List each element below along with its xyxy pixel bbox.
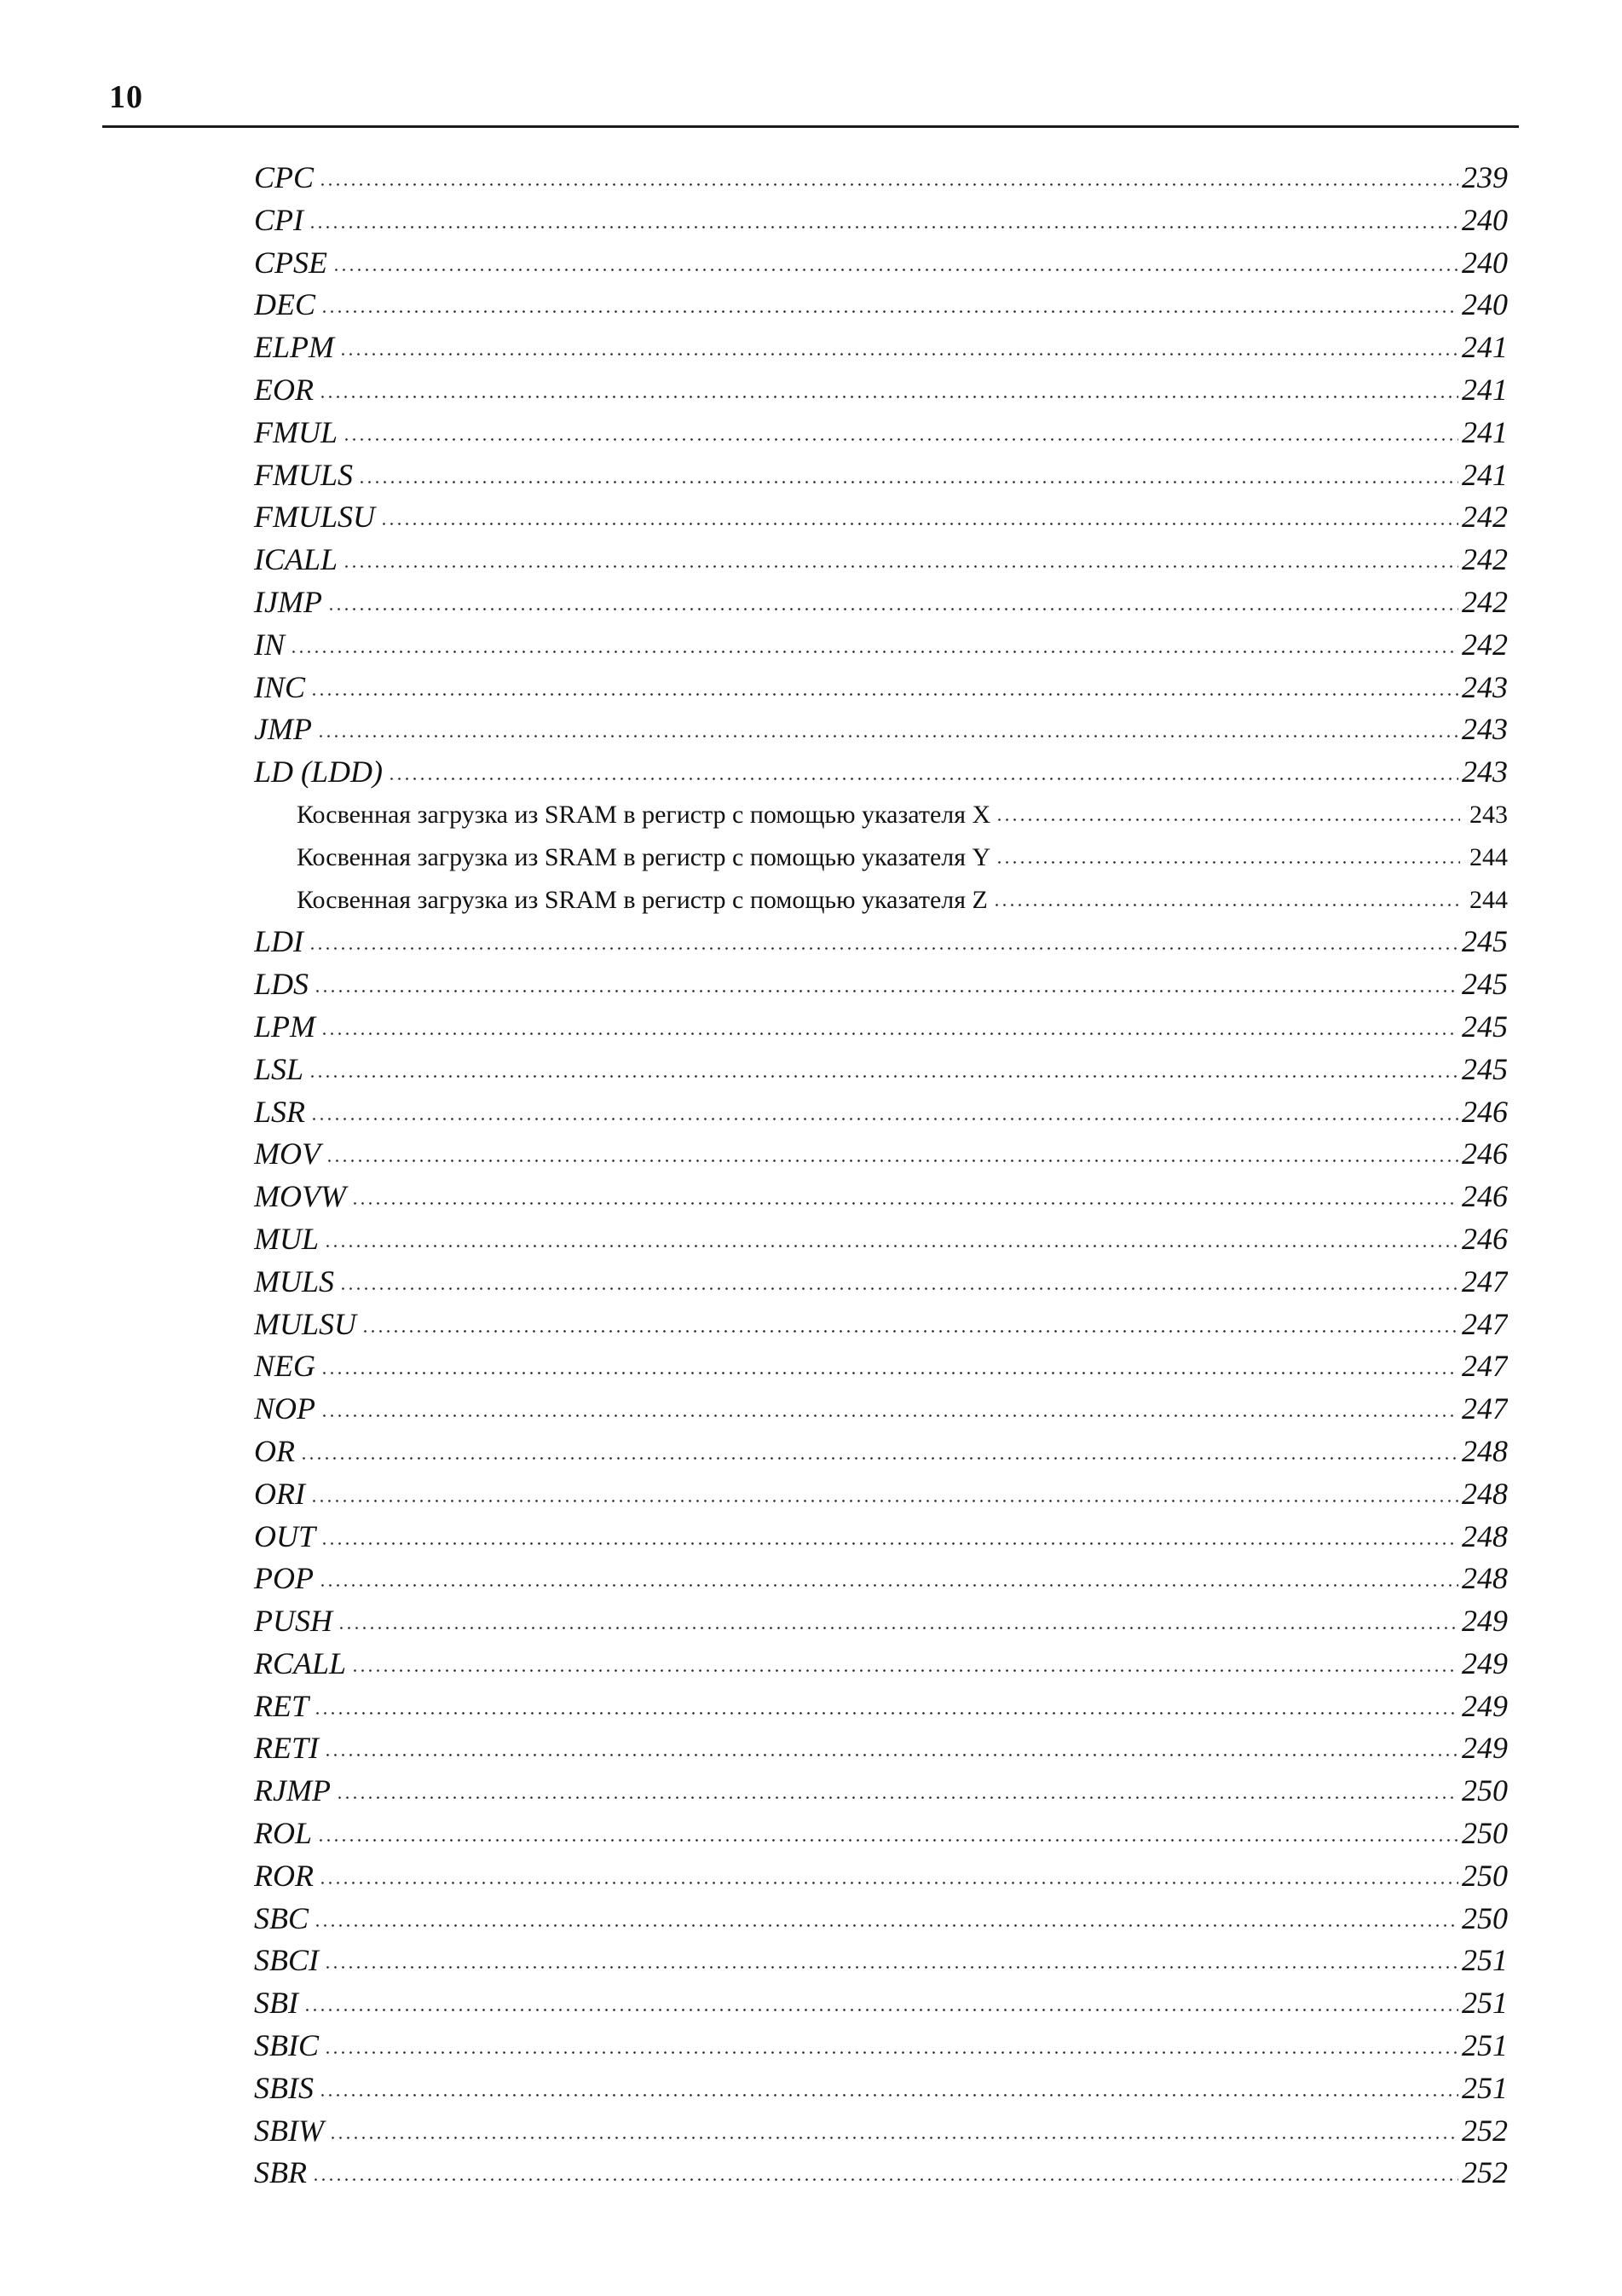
toc-entry-page: 247	[1462, 1264, 1508, 1298]
toc-entry-page: 243	[1469, 800, 1508, 829]
toc-entry-page: 250	[1462, 1900, 1508, 1935]
toc-entry-page: 250	[1462, 1816, 1508, 1851]
toc-entry-label: PUSH	[254, 1604, 332, 1639]
dot-leader	[339, 353, 1458, 356]
dot-leader	[314, 990, 1458, 992]
dot-leader	[332, 269, 1458, 271]
toc-entry[interactable]	[254, 667, 1508, 709]
toc-entry[interactable]	[254, 1940, 1508, 1982]
dot-leader	[317, 735, 1458, 737]
toc-entry-label: JMP	[254, 712, 312, 747]
toc-entry-label: Косвенная загрузка из SRAM в регистр с помощью указателя X	[297, 800, 991, 829]
dot-leader	[310, 1118, 1458, 1120]
toc-entry[interactable]	[254, 1473, 1508, 1516]
dot-leader	[303, 2009, 1458, 2011]
toc-entry-label: SBC	[254, 1900, 309, 1935]
toc-entry[interactable]	[254, 157, 1508, 200]
toc-entry[interactable]	[254, 327, 1508, 369]
toc-entry[interactable]	[254, 2152, 1508, 2195]
toc-entry-label: DEC	[254, 287, 315, 322]
dot-leader	[319, 183, 1458, 186]
toc-entry-page: 252	[1462, 2155, 1508, 2190]
toc-entry-page: 244	[1469, 885, 1508, 914]
toc-entry-label: LDI	[254, 924, 304, 959]
toc-entry-page: 241	[1462, 457, 1508, 492]
toc-entry-label: RCALL	[254, 1645, 347, 1680]
toc-entry-page: 245	[1462, 924, 1508, 959]
toc-entry-page: 249	[1462, 1688, 1508, 1723]
toc-entry-page: 248	[1462, 1518, 1508, 1553]
toc-entry[interactable]	[254, 2025, 1508, 2068]
toc-entry-page: 243	[1462, 712, 1508, 747]
toc-entry-page: 240	[1462, 287, 1508, 322]
toc-entry-label: LSL	[254, 1051, 304, 1086]
toc-entry[interactable]	[254, 1600, 1508, 1643]
dot-leader	[320, 1542, 1458, 1545]
toc-entry[interactable]	[254, 200, 1508, 242]
toc-entry-page: 242	[1462, 584, 1508, 619]
toc-entry-label: FMULSU	[254, 500, 375, 535]
toc-entry-page: 241	[1462, 372, 1508, 407]
toc-entry[interactable]	[254, 496, 1508, 539]
toc-entry-page: 249	[1462, 1604, 1508, 1639]
dot-leader	[319, 396, 1458, 398]
toc-entry-page: 251	[1462, 2070, 1508, 2105]
toc-entry-page: 244	[1469, 842, 1508, 871]
toc-entry-page: 246	[1462, 1094, 1508, 1129]
toc-entry[interactable]	[254, 1855, 1508, 1898]
toc-entry[interactable]	[254, 1982, 1508, 2025]
toc-entry[interactable]	[254, 921, 1508, 963]
toc-entry-label: ICALL	[254, 542, 338, 577]
dot-leader	[317, 1839, 1458, 1842]
dot-leader	[320, 310, 1458, 313]
dot-leader	[324, 1245, 1458, 1247]
dot-leader	[309, 947, 1458, 950]
dot-leader	[326, 1160, 1458, 1162]
toc-entry[interactable]	[254, 1388, 1508, 1431]
toc-entry[interactable]	[254, 581, 1508, 624]
toc-entry-page: 243	[1462, 669, 1508, 704]
toc-entry-label: MOVW	[254, 1179, 346, 1214]
dot-leader	[290, 651, 1458, 653]
toc-entry-label: Косвенная загрузка из SRAM в регистр с помощью указателя Z	[297, 885, 988, 914]
dot-leader	[324, 2051, 1458, 2054]
toc-entry-label: SBCI	[254, 1943, 319, 1978]
dot-leader	[336, 1796, 1458, 1799]
toc-entry[interactable]	[254, 1006, 1508, 1049]
toc-entry-label: SBIC	[254, 2028, 319, 2063]
toc-entry-label: FMUL	[254, 414, 338, 449]
dot-leader	[361, 1330, 1458, 1333]
toc-entry-page: 240	[1462, 202, 1508, 237]
toc-entry-page: 240	[1462, 245, 1508, 280]
toc-entry-label: NOP	[254, 1391, 315, 1426]
toc-entry-label: CPI	[254, 202, 303, 237]
toc-entry[interactable]	[254, 454, 1508, 497]
dot-leader	[324, 1754, 1458, 1756]
dot-leader	[351, 1669, 1458, 1672]
toc-entry[interactable]	[254, 1686, 1508, 1728]
toc-entry[interactable]	[254, 1770, 1508, 1813]
toc-entry-page: 241	[1462, 414, 1508, 449]
toc-entry-page: 251	[1462, 1986, 1508, 2021]
toc-entry-label: SBR	[254, 2155, 307, 2190]
toc-entry[interactable]	[254, 284, 1508, 327]
toc-entry[interactable]	[254, 1898, 1508, 1940]
toc-entry-page: 248	[1462, 1561, 1508, 1596]
toc-entry-page: 242	[1462, 542, 1508, 577]
toc-entry[interactable]	[254, 1218, 1508, 1261]
dot-leader	[309, 1075, 1458, 1078]
toc-entry-label: RJMP	[254, 1773, 331, 1808]
toc-entry[interactable]	[254, 242, 1508, 285]
toc-entry-page: 252	[1462, 2113, 1508, 2148]
toc-entry-page: 249	[1462, 1731, 1508, 1766]
toc-entry[interactable]	[254, 1727, 1508, 1770]
toc-entry-label: OUT	[254, 1518, 316, 1553]
dot-leader	[351, 1202, 1458, 1205]
toc-entry-page: 239	[1462, 160, 1508, 194]
dot-leader	[388, 778, 1458, 780]
dot-leader	[320, 1032, 1458, 1035]
toc-entry-label: ORI	[254, 1476, 305, 1511]
toc-subentry[interactable]	[254, 794, 1508, 836]
toc-entry-label: POP	[254, 1561, 314, 1596]
toc-entry[interactable]	[254, 1261, 1508, 1304]
toc-entry-label: Косвенная загрузка из SRAM в регистр с помощью указателя Y	[297, 842, 991, 871]
dot-leader	[380, 523, 1458, 525]
toc-entry-label: ELPM	[254, 330, 334, 365]
toc-entry-label: LSR	[254, 1094, 306, 1129]
dot-leader	[324, 1966, 1458, 1969]
dot-leader	[996, 861, 1460, 864]
dot-leader	[320, 1414, 1458, 1417]
toc-entry-page: 251	[1462, 2028, 1508, 2063]
toc-entry[interactable]	[254, 963, 1508, 1006]
page-number: 10	[109, 79, 143, 115]
toc-entry[interactable]	[254, 1176, 1508, 1218]
toc-entry-label: IJMP	[254, 584, 322, 619]
toc-entry-page: 246	[1462, 1221, 1508, 1256]
dot-leader	[312, 2178, 1458, 2181]
toc-entry-label: LDS	[254, 967, 309, 1002]
toc-entry[interactable]	[254, 369, 1508, 412]
toc-entry[interactable]	[254, 2068, 1508, 2110]
toc-entry-label: SBIS	[254, 2070, 314, 2105]
toc-entry-page: 247	[1462, 1391, 1508, 1426]
toc-entry[interactable]	[254, 1133, 1508, 1176]
toc-entry-label: MULSU	[254, 1306, 357, 1341]
toc-entry[interactable]	[254, 539, 1508, 581]
dot-leader	[314, 1924, 1458, 1927]
toc-entry[interactable]	[254, 1643, 1508, 1686]
toc-entry-page: 243	[1462, 755, 1508, 789]
toc-entry-label: LPM	[254, 1009, 315, 1044]
dot-leader	[993, 904, 1460, 906]
dot-leader	[996, 818, 1460, 821]
toc-entry-label: IN	[254, 627, 285, 662]
toc-entry[interactable]	[254, 751, 1508, 794]
toc-entry-page: 245	[1462, 1009, 1508, 1044]
toc-subentry[interactable]	[254, 836, 1508, 879]
toc-entry[interactable]	[254, 1431, 1508, 1473]
dot-leader	[319, 1882, 1458, 1884]
toc-entry[interactable]	[254, 1091, 1508, 1134]
dot-leader	[338, 1627, 1458, 1629]
toc-entry-page: 251	[1462, 1943, 1508, 1978]
toc-entry[interactable]	[254, 708, 1508, 751]
table-of-contents	[254, 157, 1508, 2195]
dot-leader	[314, 1712, 1458, 1715]
toc-entry-page: 250	[1462, 1773, 1508, 1808]
dot-leader	[320, 1372, 1458, 1374]
dot-leader	[327, 608, 1458, 610]
toc-entry-label: INC	[254, 669, 306, 704]
toc-entry-label: EOR	[254, 372, 314, 407]
toc-entry-page: 246	[1462, 1179, 1508, 1214]
toc-entry-label: CPC	[254, 160, 315, 194]
toc-entry[interactable]	[254, 1049, 1508, 1091]
toc-entry-page: 245	[1462, 1051, 1508, 1086]
toc-entry[interactable]	[254, 1304, 1508, 1346]
toc-entry-page: 248	[1462, 1433, 1508, 1468]
header-rule	[102, 125, 1519, 128]
toc-entry-page: 242	[1462, 627, 1508, 662]
toc-entry-label: RET	[254, 1688, 309, 1723]
toc-entry-label: NEG	[254, 1349, 315, 1384]
toc-entry-label: SBI	[254, 1986, 298, 2021]
toc-entry-label: RETI	[254, 1731, 319, 1766]
toc-entry[interactable]	[254, 1558, 1508, 1600]
dot-leader	[310, 693, 1458, 696]
toc-entry-label: FMULS	[254, 457, 353, 492]
dot-leader	[309, 226, 1458, 228]
toc-entry[interactable]	[254, 412, 1508, 454]
toc-entry[interactable]	[254, 624, 1508, 667]
toc-entry[interactable]	[254, 1345, 1508, 1388]
toc-entry-label: LD (LDD)	[254, 755, 384, 789]
toc-entry-page: 247	[1462, 1306, 1508, 1341]
toc-entry-page: 247	[1462, 1349, 1508, 1384]
toc-entry-page: 246	[1462, 1136, 1508, 1171]
toc-entry-label: SBIW	[254, 2113, 324, 2148]
toc-entry-label: ROR	[254, 1858, 314, 1893]
toc-entry[interactable]	[254, 1516, 1508, 1559]
dot-leader	[319, 2094, 1458, 2096]
toc-entry-page: 248	[1462, 1476, 1508, 1511]
toc-entry-label: MOV	[254, 1136, 320, 1171]
toc-entry-label: MULS	[254, 1264, 335, 1298]
dot-leader	[343, 438, 1458, 441]
dot-leader	[358, 481, 1458, 483]
dot-leader	[319, 1584, 1458, 1587]
dot-leader	[329, 2137, 1458, 2139]
dot-leader	[343, 565, 1458, 568]
toc-entry[interactable]	[254, 1813, 1508, 1855]
dot-leader	[339, 1287, 1458, 1290]
toc-entry-page: 242	[1462, 500, 1508, 535]
toc-entry-label: MUL	[254, 1221, 320, 1256]
dot-leader	[310, 1500, 1458, 1502]
dot-leader	[300, 1457, 1458, 1460]
toc-entry-page: 249	[1462, 1645, 1508, 1680]
toc-entry[interactable]	[254, 2110, 1508, 2153]
toc-entry-page: 241	[1462, 330, 1508, 365]
toc-subentry[interactable]	[254, 879, 1508, 922]
toc-entry-page: 245	[1462, 967, 1508, 1002]
toc-entry-label: OR	[254, 1433, 295, 1468]
toc-entry-label: ROL	[254, 1816, 313, 1851]
toc-entry-page: 250	[1462, 1858, 1508, 1893]
toc-entry-label: CPSE	[254, 245, 327, 280]
